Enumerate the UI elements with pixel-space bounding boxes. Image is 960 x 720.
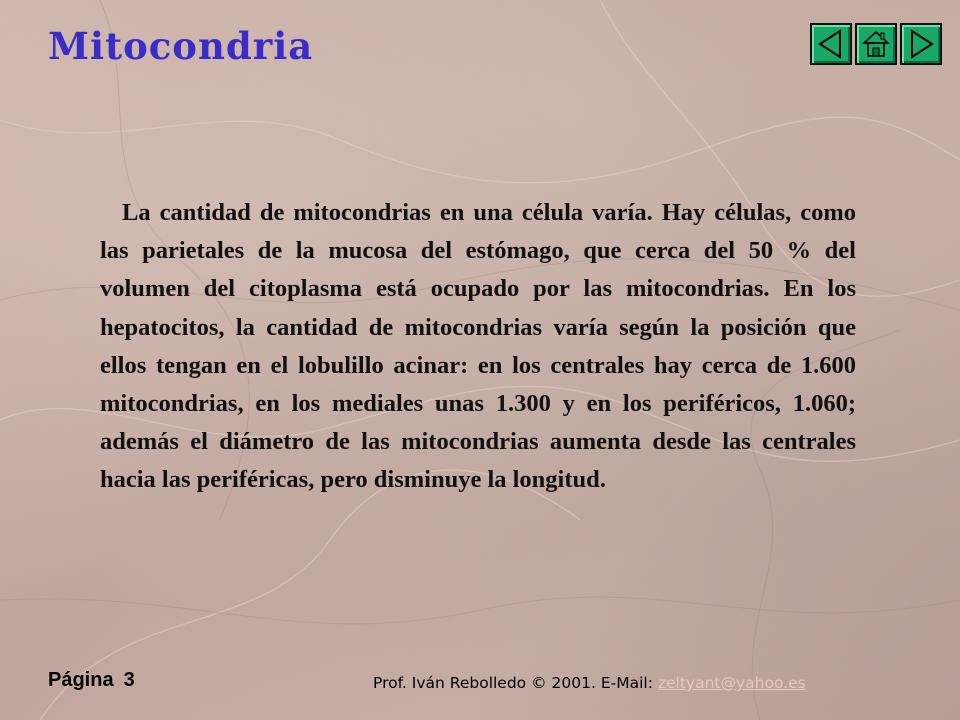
- triangle-right-icon: [906, 29, 936, 59]
- page-label: Página: [48, 669, 114, 691]
- next-button[interactable]: [900, 23, 942, 65]
- credit-text: Prof. Iván Rebolledo © 2001. E-Mail:: [373, 674, 653, 692]
- email-link[interactable]: zeltyant@yahoo.es: [657, 674, 806, 692]
- body-paragraph: La cantidad de mitocondrias en una célula varía. Hay células, como las parietales de la mucosa del estómago, que cerca del 50 % del volumen del citoplasma está ocupado por las mitocondrias. En los hepatocitos, la cantidad de mitocondrias varía según la posición que ellos tengan en el lobulillo acinar: en los centrales hay cerca de 1.600 mitocondrias, en los mediales unas 1.300 y en los periféricos, 1.060; además el diámetro de las mitocondrias aumenta desde las centrales hacia las periféricas, pero disminuye la longitud.: [100, 199, 856, 494]
- page-number: 3: [123, 669, 135, 691]
- navigation-bar: [810, 23, 942, 65]
- home-icon: [861, 29, 891, 59]
- slide-title: Mitocondria: [48, 24, 314, 68]
- previous-button[interactable]: [810, 23, 852, 65]
- page-indicator: [48, 669, 135, 692]
- triangle-left-icon: [816, 29, 846, 59]
- home-button[interactable]: [855, 23, 897, 65]
- author-credit: [373, 674, 806, 692]
